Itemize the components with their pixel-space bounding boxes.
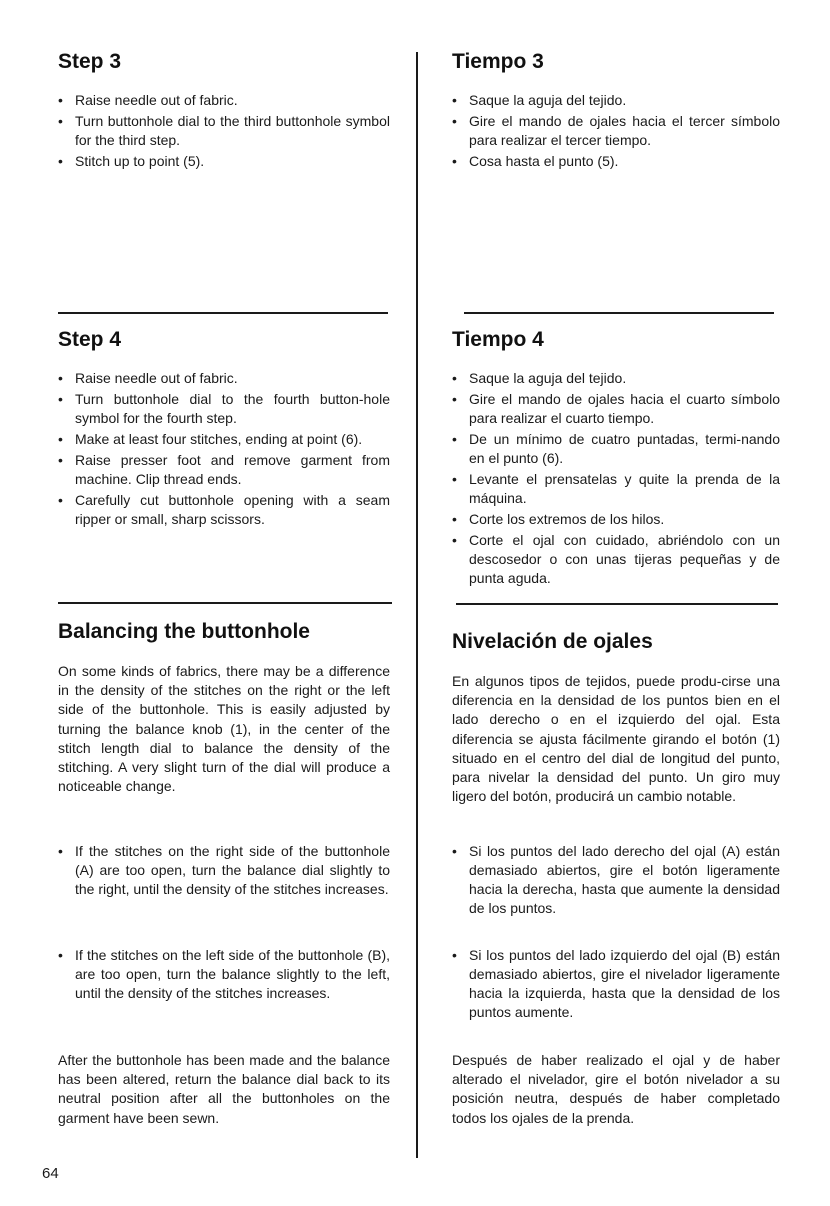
list-item: • Saque la aguja del tejido.: [452, 92, 627, 108]
bullet-icon: •: [452, 153, 457, 169]
balancing-outro-section: [58, 1051, 390, 1128]
list-item: • Raise needle out of fabric.: [58, 92, 238, 108]
step3-section: [58, 50, 390, 173]
nivelacion-outro-section: [452, 1051, 780, 1128]
bullet-icon: •: [452, 471, 457, 487]
nivelacion-intro: En algunos tipos de tejidos, puede produ-cirse una diferencia en la densidad de los puntos bien en el lado derecho o en el izquierdo del ojal. Esta diferencia se ajusta fácilmente girando el botón (1) situado en el centro del dial de longitud del punto, para nivelar la densidad del punto. Un giro muy ligero del botón, producirá un cambio notable.: [452, 673, 780, 805]
step4-section: [58, 328, 390, 531]
list-item: • Cosa hasta el punto (5).: [452, 153, 619, 169]
balancing-left-item: [58, 946, 390, 1005]
bullet-icon: •: [58, 370, 63, 386]
bullet-icon: •: [58, 92, 63, 108]
list-item: • Turn buttonhole dial to the third buttonhole symbol for the third step.: [58, 113, 390, 148]
nivelacion-section: [452, 630, 780, 806]
list-item: • Gire el mando de ojales hacia el tercer símbolo para realizar el tercer tiempo.: [452, 113, 780, 148]
bullet-icon: •: [58, 153, 63, 169]
list-item: • De un mínimo de cuatro puntadas, termi-nando en el punto (6).: [452, 431, 780, 466]
bullet-icon: •: [58, 947, 63, 963]
tiempo3-section: [452, 50, 780, 173]
nivelacion-right-item: [452, 842, 780, 920]
list-item: • Si los puntos del lado izquierdo del ojal (B) están demasiado abiertos, gire el nivelador ligeramente hacia la izquierda, hasta que la densidad de los puntos aumente.: [452, 947, 780, 1020]
step3-list: [58, 91, 390, 171]
list-item: • Raise needle out of fabric.: [58, 370, 238, 386]
bullet-icon: •: [452, 92, 457, 108]
balancing-intro: On some kinds of fabrics, there may be a difference in the density of the stitches on the right or the left side of the buttonhole. This is easily adjusted by turning the balance knob (1), in the center of the stitch length dial to balance the density of the stitching. A very slight turn of the dial will produce a noticeable change.: [58, 663, 390, 795]
bullet-icon: •: [58, 452, 63, 468]
tiempo3-title: Tiempo 3: [452, 50, 544, 73]
section-rule: [58, 602, 392, 604]
balancing-title: Balancing the buttonhole: [58, 620, 310, 643]
bullet-icon: •: [452, 370, 457, 386]
bullet-icon: •: [452, 391, 457, 407]
list-item: • If the stitches on the right side of the buttonhole (A) are too open, turn the balance dial slightly to the right, until the density of the stitches increases.: [58, 843, 390, 897]
page-number: 64: [42, 1165, 59, 1182]
section-rule: [464, 312, 774, 314]
list-item: • Stitch up to point (5).: [58, 153, 205, 169]
bullet-icon: •: [58, 843, 63, 859]
list-item: • Levante el prensatelas y quite la prenda de la máquina.: [452, 471, 780, 506]
column-divider: [416, 52, 418, 1158]
bullet-icon: •: [58, 492, 63, 508]
tiempo3-list: [452, 91, 780, 171]
list-item: • Corte los extremos de los hilos.: [452, 511, 665, 527]
balancing-outro: After the buttonhole has been made and the balance has been altered, return the balance dial back to its neutral position after all the buttonholes on the garment have been sewn.: [58, 1052, 390, 1126]
step4-list: [58, 369, 390, 529]
nivelacion-left-item: [452, 946, 780, 1024]
bullet-icon: •: [452, 511, 457, 527]
step4-title: Step 4: [58, 328, 122, 351]
list-item: • Si los puntos del lado derecho del ojal (A) están demasiado abiertos, gire el botón ligeramente hacia la derecha, hasta que aumente la densidad de los puntos.: [452, 843, 780, 916]
list-item: • Raise presser foot and remove garment from machine. Clip thread ends.: [58, 452, 390, 487]
tiempo4-list: [452, 369, 780, 588]
step3-title: Step 3: [58, 50, 122, 73]
tiempo4-section: [452, 328, 780, 590]
bullet-icon: •: [452, 843, 457, 859]
bullet-icon: •: [452, 113, 457, 129]
section-rule: [456, 603, 778, 605]
nivelacion-outro: Después de haber realizado el ojal y de haber alterado el nivelador, gire el botón nivelador a su posición neutra, después de haber completado todos los ojales de la prenda.: [452, 1052, 780, 1126]
balancing-right-item: [58, 842, 390, 901]
list-item: • Turn buttonhole dial to the fourth button-hole symbol for the fourth step.: [58, 391, 390, 426]
balancing-section: [58, 620, 390, 796]
nivelacion-title: Nivelación de ojales: [452, 630, 653, 653]
bullet-icon: •: [452, 431, 457, 447]
bullet-icon: •: [58, 113, 63, 129]
list-item: • Corte el ojal con cuidado, abriéndolo con un descosedor o con unas tijeras pequeñas y de punta aguda.: [452, 532, 780, 586]
list-item: • Make at least four stitches, ending at point (6).: [58, 431, 363, 447]
bullet-icon: •: [452, 947, 457, 963]
list-item: • Saque la aguja del tejido.: [452, 370, 627, 386]
list-item: • If the stitches on the left side of the buttonhole (B), are too open, turn the balance slightly to the left, until the density of the stitches increases.: [58, 947, 390, 1001]
tiempo4-title: Tiempo 4: [452, 328, 544, 351]
bullet-icon: •: [58, 431, 63, 447]
section-rule: [58, 312, 388, 314]
bullet-icon: •: [452, 532, 457, 548]
list-item: • Gire el mando de ojales hacia el cuarto símbolo para realizar el cuarto tiempo.: [452, 391, 780, 426]
list-item: • Carefully cut buttonhole opening with a seam ripper or small, sharp scissors.: [58, 492, 390, 527]
bullet-icon: •: [58, 391, 63, 407]
